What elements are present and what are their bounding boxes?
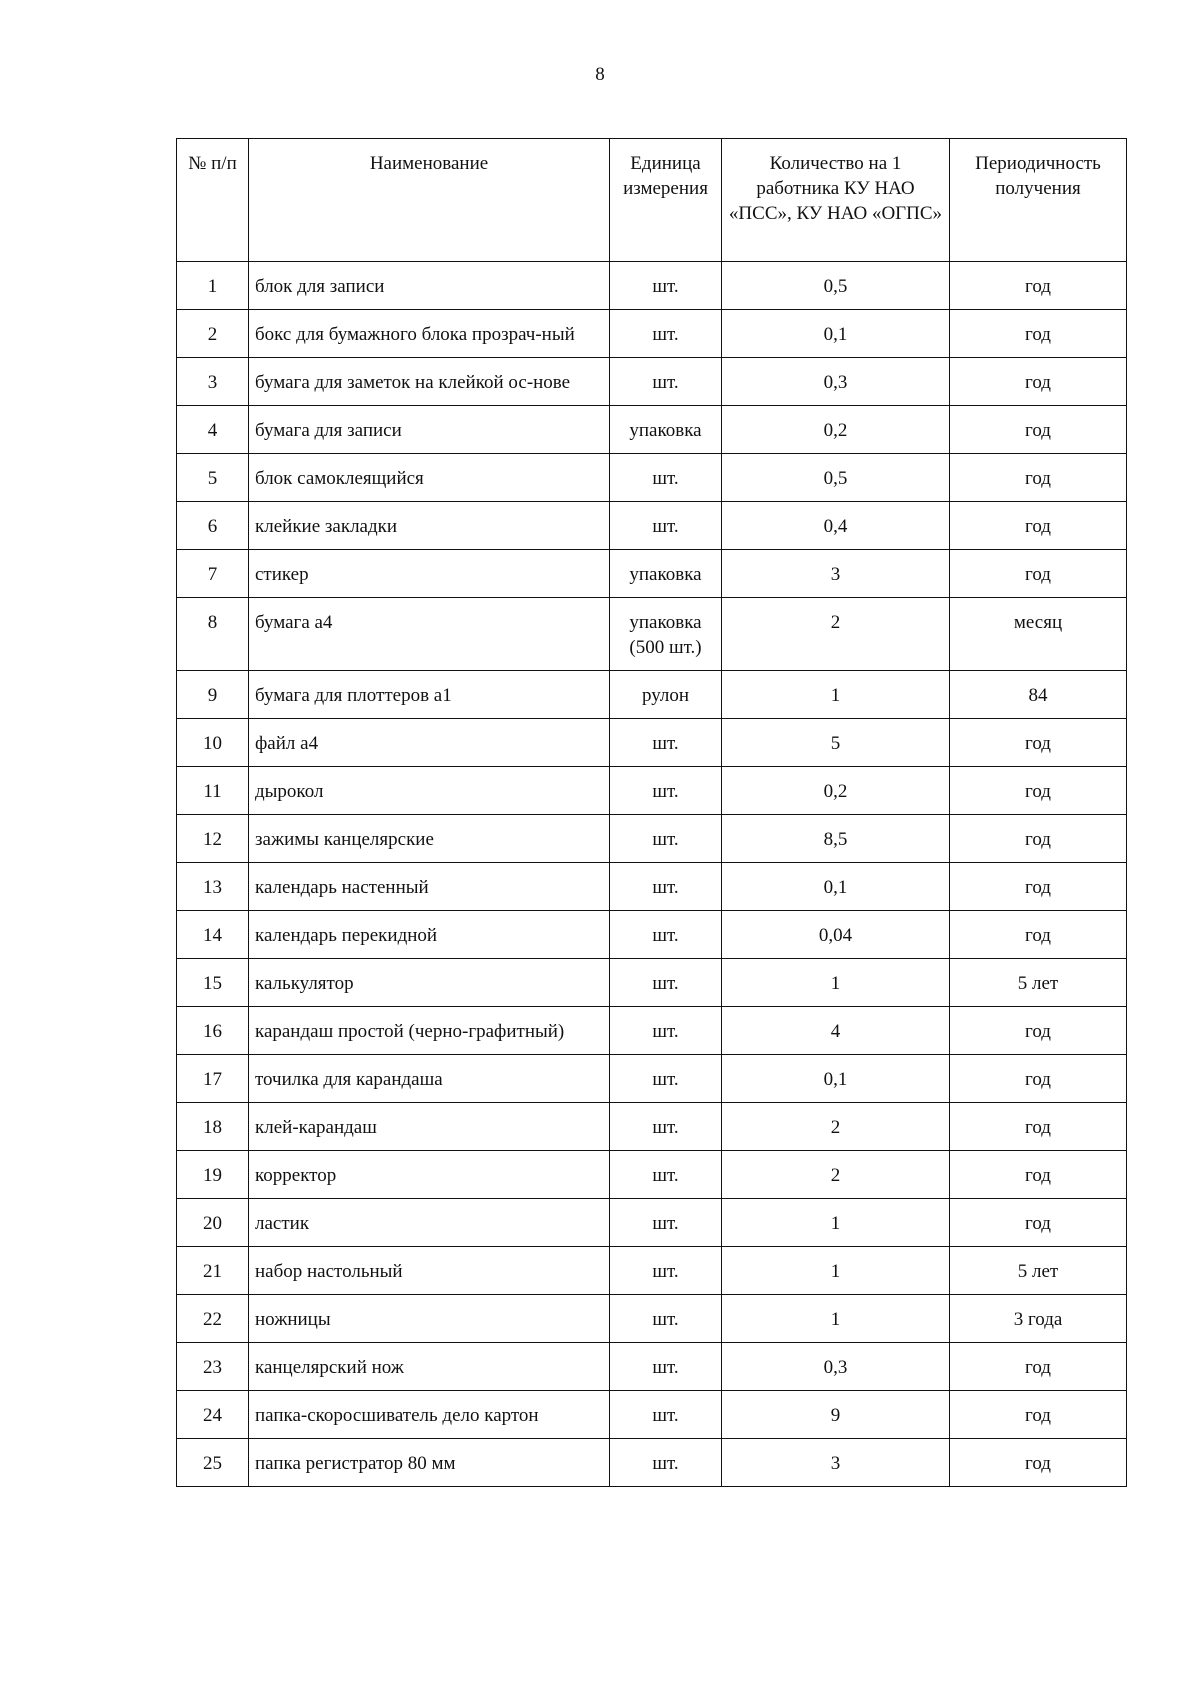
item-period: месяц — [950, 598, 1127, 671]
item-unit: шт. — [610, 959, 722, 1007]
header-period: Периодичность получения — [950, 139, 1127, 262]
row-number: 23 — [177, 1343, 249, 1391]
item-unit: шт. — [610, 262, 722, 310]
row-number: 3 — [177, 358, 249, 406]
item-quantity: 0,04 — [722, 911, 950, 959]
row-number: 10 — [177, 719, 249, 767]
item-name: клей-карандаш — [249, 1103, 610, 1151]
row-number: 22 — [177, 1295, 249, 1343]
item-period: 84 — [950, 671, 1127, 719]
table-row — [177, 1199, 1127, 1247]
item-name: дырокол — [249, 767, 610, 815]
item-quantity: 0,5 — [722, 454, 950, 502]
item-period: год — [950, 1055, 1127, 1103]
item-period: год — [950, 767, 1127, 815]
header-quantity: Количество на 1 работника КУ НАО «ПСС», КУ НАО «ОГПС» — [722, 139, 950, 262]
item-quantity: 1 — [722, 671, 950, 719]
item-quantity: 1 — [722, 1247, 950, 1295]
item-unit: шт. — [610, 1343, 722, 1391]
row-number: 2 — [177, 310, 249, 358]
item-unit: упаковка (500 шт.) — [610, 598, 722, 671]
item-name: канцелярский нож — [249, 1343, 610, 1391]
page-number: 8 — [595, 64, 605, 85]
item-period: год — [950, 1439, 1127, 1487]
item-unit: шт. — [610, 815, 722, 863]
item-name: набор настольный — [249, 1247, 610, 1295]
row-number: 18 — [177, 1103, 249, 1151]
item-period: год — [950, 358, 1127, 406]
table-row — [177, 1151, 1127, 1199]
table-row — [177, 262, 1127, 310]
item-name: клейкие закладки — [249, 502, 610, 550]
item-name: бумага для заметок на клейкой ос-нове — [249, 358, 610, 406]
item-quantity: 5 — [722, 719, 950, 767]
table-row — [177, 406, 1127, 454]
header-name: Наименование — [249, 139, 610, 262]
item-unit: шт. — [610, 310, 722, 358]
row-number: 5 — [177, 454, 249, 502]
row-number: 14 — [177, 911, 249, 959]
item-name: бумага а4 — [249, 598, 610, 671]
table-row — [177, 358, 1127, 406]
table-row — [177, 1055, 1127, 1103]
row-number: 20 — [177, 1199, 249, 1247]
item-quantity: 2 — [722, 598, 950, 671]
item-period: год — [950, 815, 1127, 863]
row-number: 21 — [177, 1247, 249, 1295]
table-row — [177, 1391, 1127, 1439]
table-row — [177, 1247, 1127, 1295]
table-row — [177, 1103, 1127, 1151]
item-unit: шт. — [610, 911, 722, 959]
table-row — [177, 502, 1127, 550]
table-row — [177, 863, 1127, 911]
item-unit: шт. — [610, 454, 722, 502]
table-row — [177, 911, 1127, 959]
item-name: ластик — [249, 1199, 610, 1247]
row-number: 15 — [177, 959, 249, 1007]
table-header-row — [177, 139, 1127, 262]
table-row — [177, 959, 1127, 1007]
item-unit: шт. — [610, 358, 722, 406]
item-name: папка-скоросшиватель дело картон — [249, 1391, 610, 1439]
item-unit: шт. — [610, 1199, 722, 1247]
row-number: 8 — [177, 598, 249, 671]
row-number: 17 — [177, 1055, 249, 1103]
item-name: стикер — [249, 550, 610, 598]
item-quantity: 0,5 — [722, 262, 950, 310]
item-quantity: 3 — [722, 1439, 950, 1487]
item-unit: шт. — [610, 1391, 722, 1439]
table-row — [177, 1343, 1127, 1391]
item-quantity: 0,3 — [722, 1343, 950, 1391]
item-quantity: 4 — [722, 1007, 950, 1055]
item-period: год — [950, 310, 1127, 358]
item-period: 5 лет — [950, 959, 1127, 1007]
item-unit: шт. — [610, 502, 722, 550]
table-row — [177, 1439, 1127, 1487]
header-unit: Единица измерения — [610, 139, 722, 262]
row-number: 24 — [177, 1391, 249, 1439]
row-number: 1 — [177, 262, 249, 310]
item-unit: шт. — [610, 863, 722, 911]
item-quantity: 0,4 — [722, 502, 950, 550]
item-unit: шт. — [610, 1103, 722, 1151]
table-row — [177, 767, 1127, 815]
item-name: карандаш простой (черно-графитный) — [249, 1007, 610, 1055]
item-period: год — [950, 719, 1127, 767]
row-number: 16 — [177, 1007, 249, 1055]
row-number: 19 — [177, 1151, 249, 1199]
item-quantity: 9 — [722, 1391, 950, 1439]
item-name: файл а4 — [249, 719, 610, 767]
item-name: блок для записи — [249, 262, 610, 310]
item-unit: шт. — [610, 767, 722, 815]
item-unit: упаковка — [610, 406, 722, 454]
item-quantity: 0,1 — [722, 310, 950, 358]
item-name: календарь настенный — [249, 863, 610, 911]
item-name: точилка для карандаша — [249, 1055, 610, 1103]
item-quantity: 3 — [722, 550, 950, 598]
item-period: год — [950, 454, 1127, 502]
table-row — [177, 598, 1127, 671]
item-name: бумага для записи — [249, 406, 610, 454]
item-name: календарь перекидной — [249, 911, 610, 959]
header-number: № п/п — [177, 139, 249, 262]
item-quantity: 0,2 — [722, 767, 950, 815]
item-name: корректор — [249, 1151, 610, 1199]
item-period: год — [950, 863, 1127, 911]
item-period: год — [950, 1151, 1127, 1199]
item-period: год — [950, 550, 1127, 598]
table-row — [177, 454, 1127, 502]
item-unit: шт. — [610, 719, 722, 767]
item-period: год — [950, 1103, 1127, 1151]
table-row — [177, 1007, 1127, 1055]
item-unit: шт. — [610, 1439, 722, 1487]
item-period: год — [950, 911, 1127, 959]
item-name: зажимы канцелярские — [249, 815, 610, 863]
item-quantity: 2 — [722, 1103, 950, 1151]
item-period: год — [950, 262, 1127, 310]
item-quantity: 0,2 — [722, 406, 950, 454]
item-unit: шт. — [610, 1055, 722, 1103]
row-number: 25 — [177, 1439, 249, 1487]
row-number: 6 — [177, 502, 249, 550]
item-unit: упаковка — [610, 550, 722, 598]
item-period: 3 года — [950, 1295, 1127, 1343]
item-name: бокс для бумажного блока прозрач-ный — [249, 310, 610, 358]
row-number: 9 — [177, 671, 249, 719]
item-quantity: 1 — [722, 1199, 950, 1247]
row-number: 4 — [177, 406, 249, 454]
item-period: год — [950, 1343, 1127, 1391]
item-period: 5 лет — [950, 1247, 1127, 1295]
item-quantity: 0,1 — [722, 1055, 950, 1103]
item-period: год — [950, 502, 1127, 550]
table-row — [177, 310, 1127, 358]
table-body — [177, 262, 1127, 1487]
item-period: год — [950, 1007, 1127, 1055]
row-number: 13 — [177, 863, 249, 911]
table-row — [177, 550, 1127, 598]
table-row — [177, 671, 1127, 719]
item-name: блок самоклеящийся — [249, 454, 610, 502]
table-row — [177, 815, 1127, 863]
item-period: год — [950, 406, 1127, 454]
item-unit: рулон — [610, 671, 722, 719]
item-quantity: 1 — [722, 959, 950, 1007]
item-name: ножницы — [249, 1295, 610, 1343]
item-quantity: 1 — [722, 1295, 950, 1343]
item-unit: шт. — [610, 1295, 722, 1343]
item-name: калькулятор — [249, 959, 610, 1007]
row-number: 12 — [177, 815, 249, 863]
item-quantity: 0,1 — [722, 863, 950, 911]
item-unit: шт. — [610, 1247, 722, 1295]
table-row — [177, 719, 1127, 767]
item-quantity: 2 — [722, 1151, 950, 1199]
item-quantity: 8,5 — [722, 815, 950, 863]
item-name: бумага для плоттеров а1 — [249, 671, 610, 719]
item-name: папка регистратор 80 мм — [249, 1439, 610, 1487]
item-quantity: 0,3 — [722, 358, 950, 406]
row-number: 7 — [177, 550, 249, 598]
table-row — [177, 1295, 1127, 1343]
item-unit: шт. — [610, 1151, 722, 1199]
supplies-table — [176, 138, 1127, 1487]
item-period: год — [950, 1391, 1127, 1439]
row-number: 11 — [177, 767, 249, 815]
item-unit: шт. — [610, 1007, 722, 1055]
item-period: год — [950, 1199, 1127, 1247]
